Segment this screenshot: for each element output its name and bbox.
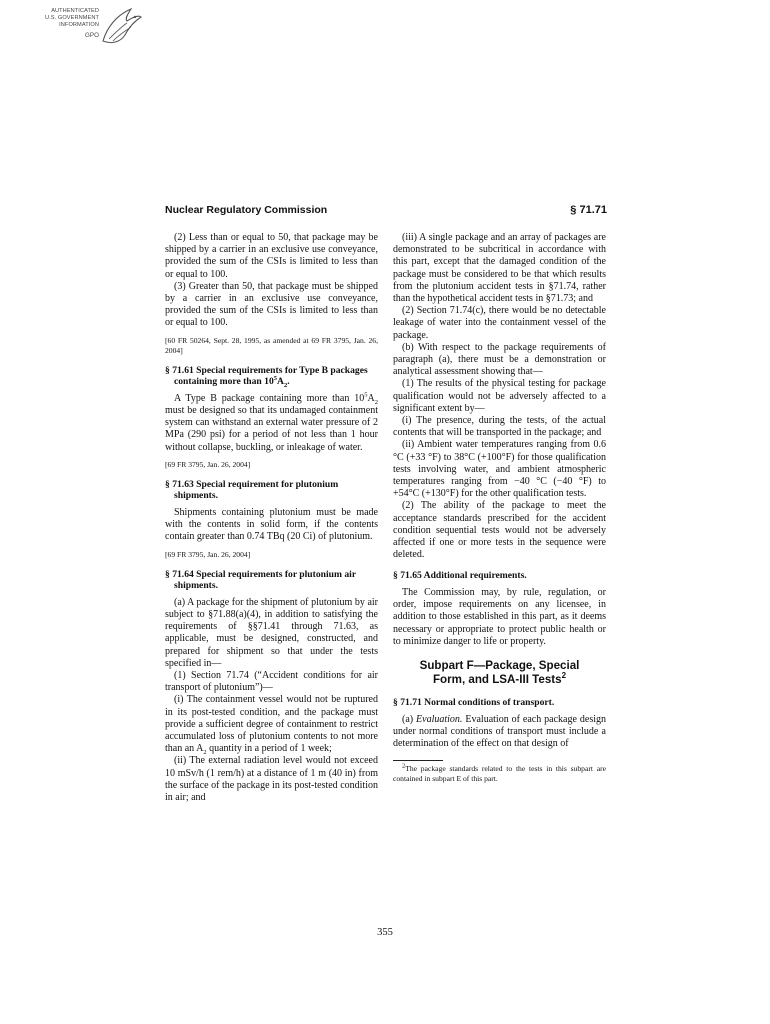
running-header [165,204,607,220]
footnote [393,764,606,784]
paragraph-text: A Type B package containing more than 10 [174,392,365,404]
paragraph: (2) Section 71.74(c), there would be no detectable leakage of water into the containment vessel of the package. [393,305,606,341]
heading-text: § 71.61 Special requirements for Type B packages containing more than 10 [165,364,368,388]
paragraph [165,393,378,454]
paragraph-text: Evaluation of each package design under normal conditions of transport must include a determination of the effect on that design of [393,713,606,750]
footnote-number: 2 [402,762,406,770]
citation: [69 FR 3795, Jan. 26, 2004] [165,549,251,559]
section-heading-71-71: § 71.71 Normal conditions of transport. [393,697,555,709]
paragraph: (2) Less than or equal to 50, that package may be shipped by a carrier in an exclusive use conveyance, provided the sum of the CSIs is limited to less than or equal to 100. [165,232,378,280]
superscript: 5 [273,375,278,383]
subscript: 2 [203,749,207,757]
paragraph-heading: Evaluation. [416,713,463,725]
superscript: 5 [364,391,368,399]
right-column [393,232,606,784]
paragraph: (ii) The external radiation level would not exceed 10 mSv/h (1 rem/h) at a distance of 1 m (40 in) from the surface of the package in its post-tested condition in air; and [165,755,378,804]
paragraph-label: (a) [402,713,417,725]
logo-line-gpo: GPO [84,32,99,39]
paragraph: (1) Section 71.74 (“Accident conditions for air transport of plutonium”)— [165,670,378,694]
paragraph: The Commission may, by rule, regulation, or order, impose requirements on any licensee, in addition to those established in this part, as it deems necessary or appropriate to protect public health or to minimize danger to life or property. [393,587,606,647]
section-heading-71-64: § 71.64 Special requirements for plutonium air shipments. [165,568,356,592]
paragraph: (b) With respect to the package requirements of paragraph (a), there must be a demonstration or analytical assessment showing that— [393,341,606,378]
subpart-heading-line: Subpart F—Package, Special [419,659,580,673]
subscript: 2 [374,398,378,406]
heading-text: A [277,376,284,388]
paragraph-text: A [367,392,375,404]
logo-line-government: U.S. GOVERNMENT [44,15,99,21]
paragraph-text: (i) The containment vessel would not be ruptured in its post-tested condition, and the package must provide a sufficient degree of containment to restrict accumulated loss of plutonium contents to not more than an A [165,694,378,755]
citation: [69 FR 3795, Jan. 26, 2004] [165,459,251,469]
paragraph: Shipments containing plutonium must be made with the contents in solid form, if the contents contain greater than 0.74 TBq (20 Ci) of plutonium. [165,507,378,543]
gpo-authentication-logo [28,5,143,51]
logo-line-information: INFORMATION [59,22,99,28]
logo-line-authenticated: AUTHENTICATED [51,8,99,14]
section-heading-71-63: § 71.63 Special requirement for plutonium shipments. [165,478,339,502]
paragraph: (a) A package for the shipment of plutonium by air subject to §71.88(a)(4), in addition to satisfying the requirements of §§71.41 through 71.63, as applicable, must be designed, constructed, and prepared for shipment so that under the tests specified in— [165,596,378,669]
paragraph [393,714,606,751]
section-heading-71-61 [165,365,378,388]
paragraph-text: quantity in a period of 1 week; [206,743,332,755]
paragraph: (1) The results of the physical testing for package qualification would not be adversely affected to a significant extent by— [393,378,606,414]
footnote-text: The package standards related to the tests in this subpart are contained in subpart E of this part. [393,764,606,784]
left-column [165,232,378,804]
footnote-reference: 2 [561,671,567,681]
section-heading-71-65: § 71.65 Additional requirements. [393,570,527,582]
paragraph: (2) The ability of the package to meet the acceptance standards prescribed for the accident condition sequential tests would not be adversely affected if one or more tests in the sequence were deleted. [393,500,606,561]
paragraph [165,694,378,755]
paragraph: (ii) Ambient water temperatures ranging from 0.6 °C (+33 °F) to 38°C (+100°F) for those qualification tests involving water, and ambient atmospheric temperatures ranging from −40 °C (−40 °F) to +54°C (+130°F) for the other qualification tests. [393,439,606,500]
header-section: § 71.71 [570,204,607,216]
footnote-divider [393,760,443,761]
paragraph: (3) Greater than 50, that package must be shipped by a carrier in an exclusive use conveyance, provided the sum of the CSIs is limited to less than or equal to 100. [165,280,378,329]
paragraph: (i) The presence, during the tests, of the actual contents that will be transported in the package; and [393,415,606,439]
citation: [60 FR 50264, Sept. 28, 1995, as amended at 69 FR 3795, Jan. 26, 2004] [165,335,378,355]
subpart-heading-line: Form, and LSA-III Tests [432,673,562,687]
paragraph-text: must be designed so that its undamaged containment system can withstand an external water pressure of 2 MPa (290 psi) for a period of not less than 1 hour without collapse, buckling, or inleakage of water. [165,405,378,453]
heading-text: . [287,376,290,388]
header-agency: Nuclear Regulatory Commission [165,204,328,216]
subscript: 2 [283,382,288,390]
page-number: 355 [377,927,393,938]
paragraph: (iii) A single package and an array of packages are demonstrated to be subcritical in accordance with this part, except that the damaged condition of the package must be considered to be that which results from the plutonium accident tests in §71.74, rather than the hypothetical accident tests in §71.73; and [393,232,606,305]
subpart-heading [393,659,606,687]
eagle-seal-icon [97,5,143,49]
